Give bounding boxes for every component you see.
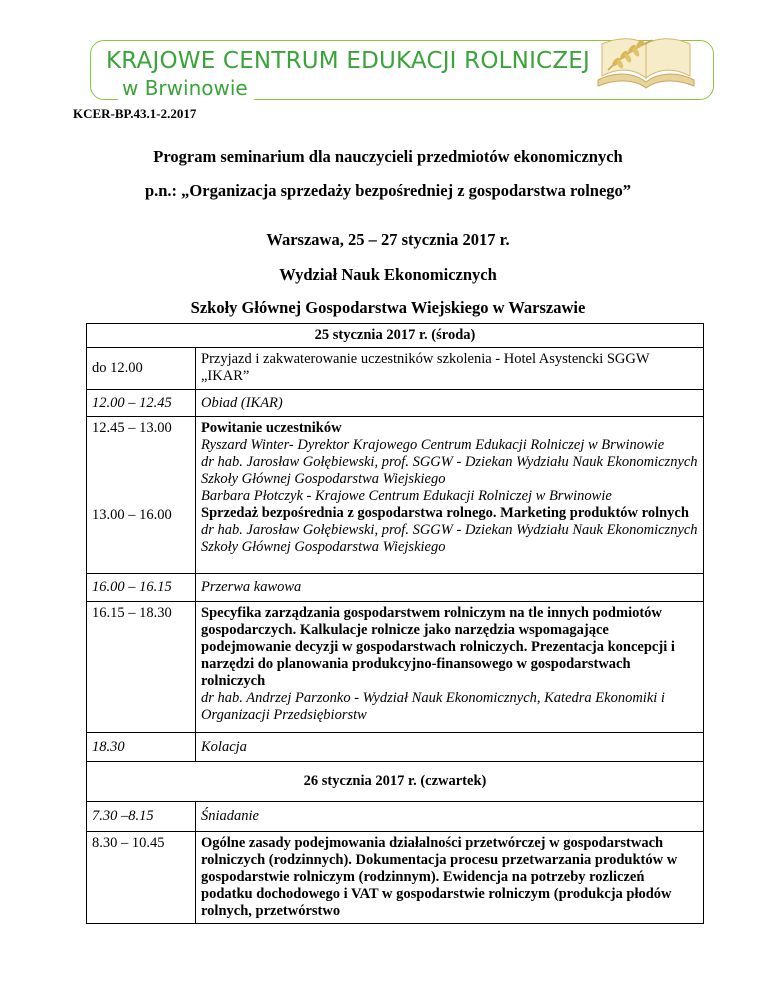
program-cell: Specyfika zarządzania gospodarstwem rolniczym na tle innych podmiotów gospodarczych. Kalkulacje rolnicze jako narzędzia wspomagające podejmowanie decyzji w gospodarstwach rolniczych. Prezentacja koncepcji i narzędzi do planowania produkcyjno-finansowego w gospodarstwach rolniczych dr hab. Andrzej Parzonko - Wydział Nauk Ekonomicznych, Katedra Ekonomiki i Organizacji Przedsiębiorstw	[196, 602, 704, 733]
table-row	[87, 602, 704, 733]
time-cell: 12.00 – 12.45	[87, 390, 196, 417]
logo-title: KRAJOWE CENTRUM EDUKACJI ROLNICZEJ	[106, 48, 590, 74]
day-header: 26 stycznia 2017 r. (czwartek)	[87, 762, 704, 802]
schedule-table	[86, 323, 704, 924]
program-cell	[196, 832, 704, 924]
university-name: Szkoły Głównej Gospodarstwa Wiejskiego w Warszawie	[190, 298, 586, 317]
program-cell: Kolacja	[196, 733, 704, 762]
table-row	[87, 802, 704, 832]
time-cell: do 12.00	[87, 348, 196, 390]
book-wheat-icon	[592, 36, 700, 98]
date-place: Warszawa, 25 – 27 stycznia 2017 r.	[266, 230, 510, 249]
session-title: Ogólne zasady podejmowania działalności przetwórczej w gospodarstwach rolniczych (rodzinnych). Dokumentacja procesu przetwarzania produktów w gospodarstwie rolniczym (rodzinnym). Ewidencja na potrzeby rozliczeń podatku dochodowego i VAT w gospodarstwie rolniczym (produkcja płodów rolnych, przetwórstwo	[201, 835, 678, 919]
program-cell: Przyjazd i zakwaterowanie uczestników szkolenia - Hotel Asystencki SGGW „IKAR”	[196, 348, 704, 390]
session-title: Specyfika zarządzania gospodarstwem rolniczym na tle innych podmiotów gospodarczych. Kalkulacje rolnicze jako narzędzia wspomagające podejmowanie decyzji w gospodarstwach rolniczych. Prezentacja koncepcji i narzędzi do planowania produkcyjno-finansowego w gospodarstwach rolniczych	[201, 605, 675, 689]
time-cell: 18.30	[87, 733, 196, 762]
table-row	[87, 832, 704, 924]
faculty-name: Wydział Nauk Ekonomicznych	[279, 265, 497, 284]
logo-subtitle: w Brwinowie	[118, 76, 254, 102]
program-cell: Śniadanie	[196, 802, 704, 832]
time-cell: 16.15 – 18.30	[87, 602, 196, 733]
session-title: Powitanie uczestników	[201, 420, 342, 436]
table-row	[87, 348, 704, 390]
day-header: 25 stycznia 2017 r. (środa)	[87, 324, 704, 348]
table-row	[87, 417, 704, 574]
table-row	[87, 390, 704, 417]
program-cell: Powitanie uczestników Ryszard Winter- Dyrektor Krajowego Centrum Edukacji Rolniczej w Brwinowie dr hab. Jarosław Gołębiewski, prof. SGGW - Dziekan Wydziału Nauk Ekonomicznych Szkoły Głównej Gospodarstwa Wiejskiego Barbara Płotczyk - Krajowe Centrum Edukacji Rolniczej w Brwinowie Sprzedaż bezpośrednia z gospodarstwa rolnego. Marketing produktów rolnych dr hab. Jarosław Gołębiewski, prof. SGGW - Dziekan Wydziału Nauk Ekonomicznych Szkoły Głównej Gospodarstwa Wiejskiego	[196, 417, 704, 574]
time-cell: 7.30 –8.15	[87, 802, 196, 832]
time-cell: 16.00 – 16.15	[87, 574, 196, 602]
time-cell: 8.30 – 10.45	[87, 832, 196, 924]
document-reference: KCER-BP.43.1-2.2017	[73, 106, 197, 121]
title-line-1: Program seminarium dla nauczycieli przedmiotów ekonomicznych	[153, 147, 623, 166]
table-row	[87, 733, 704, 762]
day-header-row	[87, 324, 704, 348]
program-cell: Przerwa kawowa	[196, 574, 704, 602]
day-header-row	[87, 762, 704, 802]
session-title: Sprzedaż bezpośrednia z gospodarstwa rolnego. Marketing produktów rolnych	[201, 505, 689, 521]
table-row	[87, 574, 704, 602]
program-cell: Obiad (IKAR)	[196, 390, 704, 417]
time-cell: 12.45 – 13.00 13.00 – 16.00	[87, 417, 196, 574]
title-line-2: p.n.: „Organizacja sprzedaży bezpośredniej z gospodarstwa rolnego”	[144, 181, 632, 200]
